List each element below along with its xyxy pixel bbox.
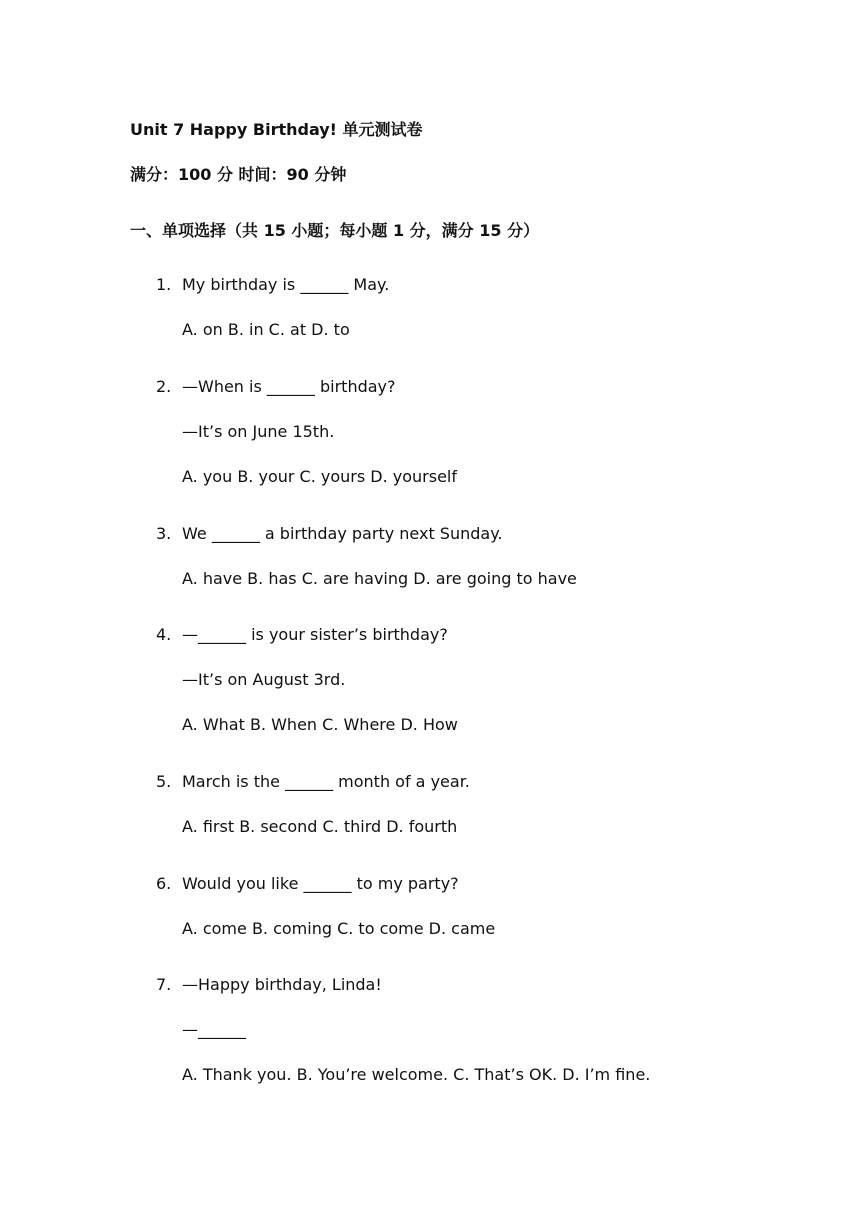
question-dialogue-line: —It’s on June 15th.: [182, 422, 335, 441]
question-stem: —When is ______ birthday?: [182, 377, 396, 396]
question-number: 6.: [156, 874, 172, 893]
answer-options: A. on B. in C. at D. to: [182, 320, 350, 339]
answer-options: A. you B. your C. yours D. yourself: [182, 467, 457, 486]
section-heading: 一、单项选择（共 15 小题；每小题 1 分，满分 15 分）: [130, 221, 540, 240]
document-title: Unit 7 Happy Birthday! 单元测试卷: [130, 120, 423, 139]
question-dialogue-line: —It’s on August 3rd.: [182, 670, 346, 689]
question-stem: Would you like ______ to my party?: [182, 874, 459, 893]
answer-options: A. have B. has C. are having D. are going to have: [182, 569, 577, 588]
score-time-info: 满分：100 分 时间：90 分钟: [130, 165, 347, 184]
question-stem: —Happy birthday, Linda!: [182, 975, 382, 994]
question-number: 1.: [156, 275, 172, 294]
question-stem: —______ is your sister’s birthday?: [182, 625, 448, 644]
question-number: 5.: [156, 772, 172, 791]
question-number: 3.: [156, 524, 172, 543]
answer-options: A. What B. When C. Where D. How: [182, 715, 458, 734]
question-stem: March is the ______ month of a year.: [182, 772, 470, 791]
answer-options: A. first B. second C. third D. fourth: [182, 817, 458, 836]
question-number: 7.: [156, 975, 172, 994]
question-number: 4.: [156, 625, 172, 644]
answer-options: A. come B. coming C. to come D. came: [182, 919, 496, 938]
question-stem: My birthday is ______ May.: [182, 275, 390, 294]
question-stem: We ______ a birthday party next Sunday.: [182, 524, 503, 543]
answer-options: A. Thank you. B. You’re welcome. C. That’s OK. D. I’m fine.: [182, 1065, 651, 1084]
question-number: 2.: [156, 377, 172, 396]
question-dialogue-line: —______: [182, 1020, 246, 1039]
